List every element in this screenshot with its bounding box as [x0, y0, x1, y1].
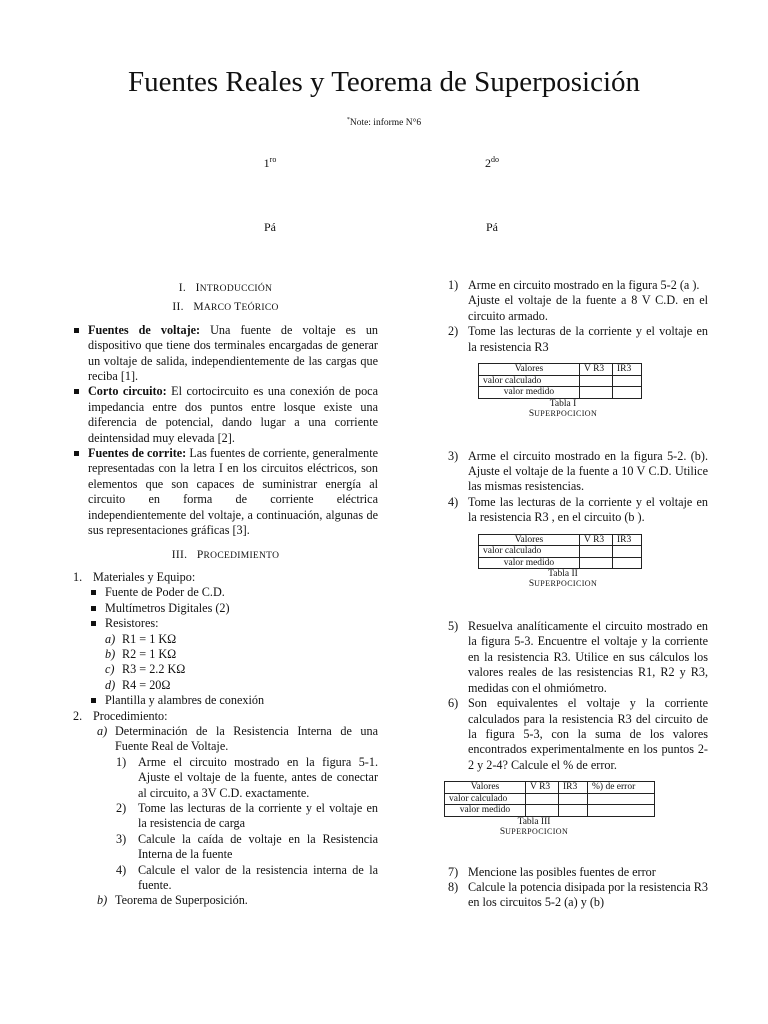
- footnote-text: Note: informe N°6: [349, 118, 422, 129]
- table-header-cell: V R3: [580, 364, 613, 376]
- procedure-step: 2) Tome las lecturas de la corriente y el voltaje en la resistencia de carga: [116, 801, 378, 831]
- footnote-mark: *: [346, 117, 350, 123]
- author-1-index: $1^{ro}$: [263, 155, 277, 170]
- author-1-name: Pá: [264, 220, 276, 234]
- material-item: Resistores:: [73, 616, 378, 631]
- material-item: Plantilla y alambres de conexión: [73, 693, 378, 708]
- right-item-3: 3) Arme el circuito mostrado en la figura 5-2. (b). Ajuste el voltaje de la fuente a 10 V C.D. Utilice las mismas resistencias.: [448, 448, 708, 494]
- resistor-item: b) R2 = 1 KΩ: [105, 646, 177, 661]
- table-3: [444, 781, 708, 817]
- table-header-cell: Valores: [479, 364, 580, 376]
- title-footnote: [0, 117, 768, 128]
- table-header-cell: Valores: [479, 534, 580, 546]
- section-heading-marco-teorico: II. MARCO TEÓRICO: [172, 301, 279, 314]
- table-1-caption: Tabla I SUPERPOCICION: [528, 398, 598, 419]
- resistor-item: d) R4 = 20Ω: [105, 677, 171, 692]
- table-header-cell: IR3: [613, 534, 642, 546]
- table-header-cell: IR3: [613, 364, 642, 376]
- theory-item-fuentes-voltaje: Fuentes de voltaje: Una fuente de voltaje es un dispositivo que tiene dos terminales encargadas de generar un voltaje de salida, independientemente de las cargas que reciba [1].: [73, 323, 378, 385]
- table-header-cell: IR3: [559, 782, 588, 794]
- table-header-cell: %) de error: [588, 782, 655, 794]
- table-header-cell: Valores: [445, 782, 526, 794]
- paper-title: Fuentes Reales y Teorema de Superposición: [127, 66, 641, 98]
- table-1: [478, 363, 708, 399]
- procedure-b: b) Teorema de Superposición.: [97, 893, 248, 908]
- procedure-step: 1) Arme el circuito mostrado en la figura 5-1. Ajuste el voltaje de la fuente, antes de conectar al circuito, a 3V C.D. exactamente.: [116, 754, 378, 800]
- table-row-label: valor calculado: [479, 546, 580, 558]
- section-heading-introduccion: I. INTRODUCCIÓN: [178, 282, 273, 294]
- right-item-7: 7) Mencione las posibles fuentes de error: [448, 864, 656, 879]
- table-row-label: valor medido: [445, 805, 526, 817]
- table-header-cell: V R3: [580, 534, 613, 546]
- right-column: [448, 278, 708, 911]
- right-item-2: 2) Tome las lecturas de la corriente y el voltaje en la resistencia R3: [448, 324, 708, 354]
- table-2-caption: Tabla II SUPERPOCICION: [528, 569, 598, 590]
- material-item: Fuente de Poder de C.D.: [73, 585, 378, 600]
- right-item-4: 4) Tome las lecturas de la corriente y el voltaje en la resistencia R3 , en el circuito (b ).: [448, 494, 708, 525]
- table-2: [478, 534, 708, 570]
- material-item: Multímetros Digitales (2): [73, 601, 378, 616]
- right-item-6: 6) Son equivalentes el voltaje y la corriente calculados para la resistencia R3 del circuito de la figura 5-3, con la suma de los valores encontrados experimentalmente en los puntos 2-2 y 2-4? Calcule el % de error.: [448, 696, 708, 772]
- right-item-8: 8) Calcule la potencia disipada por la resistencia R3 en los circuitos 5-2 (a) y (b): [448, 880, 708, 910]
- section-heading-procedimiento: III. PROCEDIMIENTO: [171, 548, 280, 561]
- resistor-item: c) R3 = 2.2 KΩ: [105, 662, 186, 677]
- table-row-label: valor medido: [479, 387, 580, 399]
- resistor-item: a) R1 = 1 KΩ: [105, 631, 177, 646]
- theory-item-fuentes-corriente: Fuentes de corrite: Las fuentes de corriente, generalmente representadas con la letra I en los circuitos eléctricos, son elementos que son capaces de suministrar energía al circuito en forma de corriente eléctrica independientemente del voltaje, a continuación, algunas de sus representaciones gráficas [3].: [73, 446, 378, 538]
- theory-item-corto-circuito: Corto circuito: El cortocircuito es una conexión de poca impedancia entre dos puntos entre losque existe una diferencia de potencial, dando lugar a una corriente deintensidad muy elevada [2].: [73, 384, 378, 446]
- author-2-index: $2^{do}$: [485, 155, 499, 170]
- left-column: [73, 278, 378, 909]
- procedure-heading: 2. Procedimiento:: [73, 708, 168, 723]
- materials-heading: 1. Materiales y Equipo:: [73, 569, 196, 584]
- table-row-label: valor calculado: [445, 793, 526, 805]
- author-2-name: Pá: [486, 220, 498, 234]
- procedure-a: a) Determinación de la Resistencia Interna de una Fuente Real de Voltaje.: [97, 723, 378, 754]
- table-header-cell: V R3: [526, 782, 559, 794]
- procedure-step: 4) Calcule el valor de la resistencia interna de la fuente.: [116, 862, 378, 893]
- table-row-label: valor medido: [479, 557, 580, 569]
- right-item-5: 5) Resuelva analíticamente el circuito mostrado en la figura 5-3. Encuentre el voltaje y la corriente en la resistencia R3. Utilice en sus cálculos los valores reales de las resistencias R1, R2 y R3, medidas con el ohmiómetro.: [448, 619, 708, 695]
- procedure-step: 3) Calcule la caída de voltaje en la Resistencia Interna de la fuente: [116, 831, 378, 862]
- table-row-label: valor calculado: [479, 375, 580, 387]
- table-3-caption: Tabla III SUPERPOCICION: [499, 816, 569, 837]
- right-item-1: 1) Arme en circuito mostrado en la figura 5-2 (a ). Ajuste el voltaje de la fuente a 8 V C.D. en el circuito armado.: [448, 278, 708, 323]
